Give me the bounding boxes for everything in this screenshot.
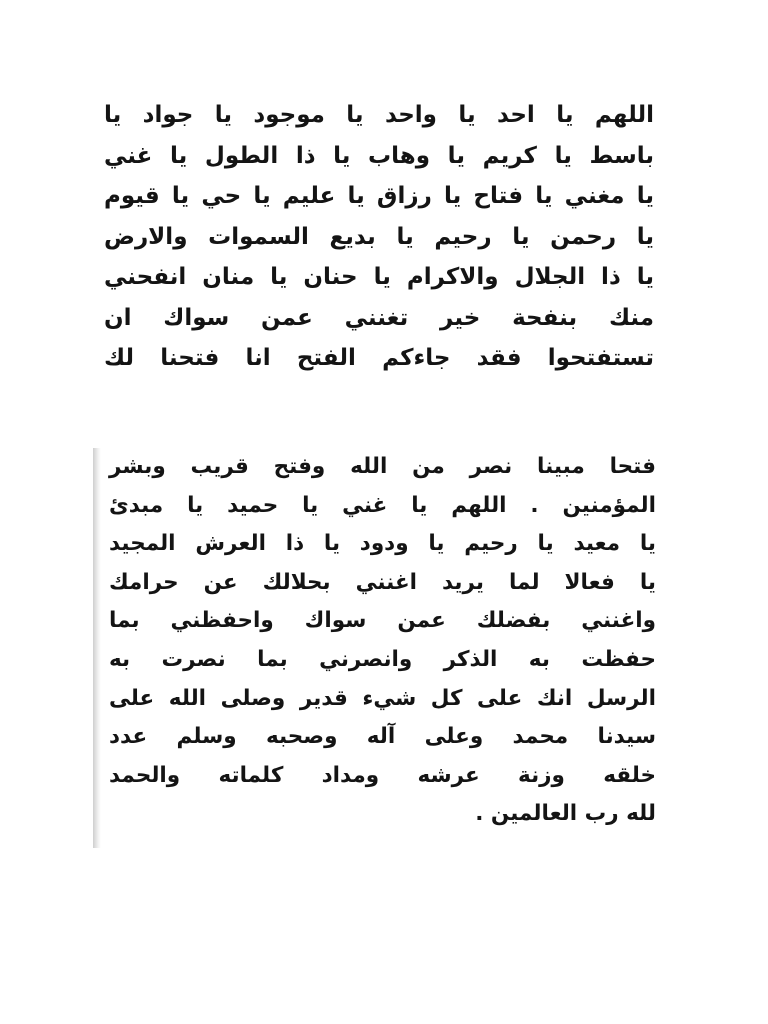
text-line: سيدنا محمد وعلى آله وصحبه وسلم عدد [109, 724, 656, 750]
text-line: اللهم يا احد يا واحد يا موجود يا جواد يا [104, 102, 654, 128]
text-line: لله رب العالمين . [475, 801, 656, 827]
text-line: خلقه وزنة عرشه ومداد كلماته والحمد [109, 762, 656, 788]
text-line: يا ذا الجلال والاكرام يا حنان يا منان انفحني [104, 264, 654, 290]
text-line: حفظت به الذكر وانصرني بما نصرت به [109, 646, 656, 672]
text-line: يا فعالا لما يريد اغنني بحلالك عن حرامك [109, 569, 656, 595]
text-line: يا مغني يا فتاح يا رزاق يا عليم يا حي يا قيوم [104, 183, 654, 209]
text-line: المؤمنين . اللهم يا غني يا حميد يا مبدئ [109, 492, 656, 518]
scan-edge-shadow [93, 448, 101, 848]
text-line: يا معيد يا رحيم يا ودود يا ذا العرش المجيد [109, 531, 656, 557]
text-line: واغنني بفضلك عمن سواك واحفظني بما [109, 608, 656, 634]
text-line: الرسل انك على كل شيء قدير وصلى الله على [109, 685, 656, 711]
scanned-text-block-bottom [93, 448, 660, 848]
text-line: يا رحمن يا رحيم يا بديع السموات والارض [104, 223, 654, 250]
text-line: تستفتحوا فقد جاءكم الفتح انا فتحنا لك [104, 345, 654, 371]
text-line: فتحا مبينا نصر من الله وفتح قريب وبشر [109, 454, 656, 479]
text-line: منك بنفحة خير تغنني عمن سواك ان [104, 304, 654, 331]
scanned-text-block-top [100, 95, 660, 380]
text-line: باسط يا كريم يا وهاب يا ذا الطول يا غني [104, 142, 654, 169]
